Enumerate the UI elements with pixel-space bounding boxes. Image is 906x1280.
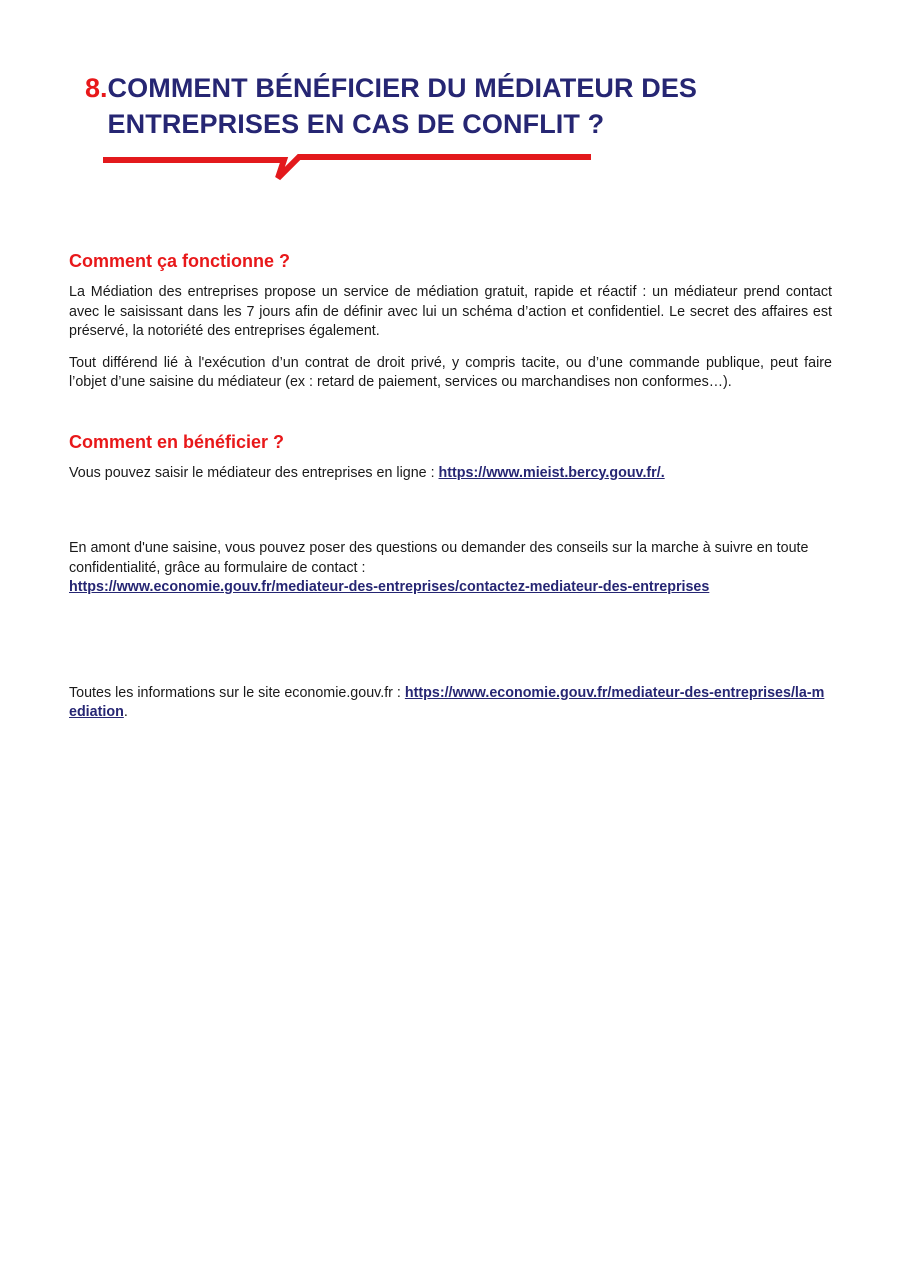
document-body xyxy=(69,250,832,735)
toutes-informations-suffix: . xyxy=(123,704,128,720)
section-heading-comment-en-beneficier: Comment en bénéficier ? xyxy=(69,431,285,452)
paragraph-en-amont xyxy=(69,539,832,598)
paragraph-gap-3 xyxy=(69,654,832,684)
link-contactez-mediateur[interactable]: https://www.economie.gouv.fr/mediateur-des-entreprises/contactez-mediateur-des-entreprises xyxy=(69,579,710,595)
en-amont-text: En amont d'une saisine, vous pouvez poser des questions ou demander des conseils sur la marche à suivre en toute confidentialité, grâce au formulaire de contact : xyxy=(69,540,809,576)
saisir-en-ligne-prefix: Vous pouvez saisir le médiateur des entreprises en ligne : xyxy=(69,464,439,481)
paragraph-gap-1 xyxy=(69,495,832,539)
title-heading-text: COMMENT BÉNÉFICIER DU MÉDIATEUR DES ENTREPRISES EN CAS DE CONFLIT ? xyxy=(107,73,698,139)
paragraph-toutes-informations xyxy=(69,684,832,723)
page-title xyxy=(85,70,785,142)
red-line-with-checkmark-icon xyxy=(100,150,600,186)
paragraph-differend-saisine: Tout différend lié à l'exécution d’un contrat de droit privé, y compris tacite, ou d’une commande publique, peut faire l’objet d’une saisine du médiateur (ex : retard de paiement, services ou marchandises non conformes…). xyxy=(69,354,832,390)
link-mieist-bercy[interactable]: https://www.mieist.bercy.gouv.fr/. xyxy=(438,464,665,481)
title-decorative-rule xyxy=(100,150,600,186)
title-section-number: 8. xyxy=(85,73,108,103)
paragraph-mediation-service: La Médiation des entreprises propose un service de médiation gratuit, rapide et réactif : un médiateur prend contact avec le saisissant dans les 7 jours afin de définir avec lui un schéma d’action et confidentiel. Le secret des affaires est préservé, la notoriété des entreprises également. xyxy=(69,284,832,339)
section-spacer xyxy=(69,405,832,431)
paragraph-gap-2 xyxy=(69,610,832,654)
toutes-informations-prefix: Toutes les informations sur le site economie.gouv.fr : xyxy=(69,684,405,701)
section-heading-comment-ca-fonctionne: Comment ça fonctionne ? xyxy=(69,251,291,271)
link-la-mediation[interactable]: https://www.economie.gouv.fr/mediateur-des-entreprises/la-mediation xyxy=(69,684,825,720)
paragraph-saisir-en-ligne xyxy=(69,464,832,484)
title-row xyxy=(85,70,785,142)
